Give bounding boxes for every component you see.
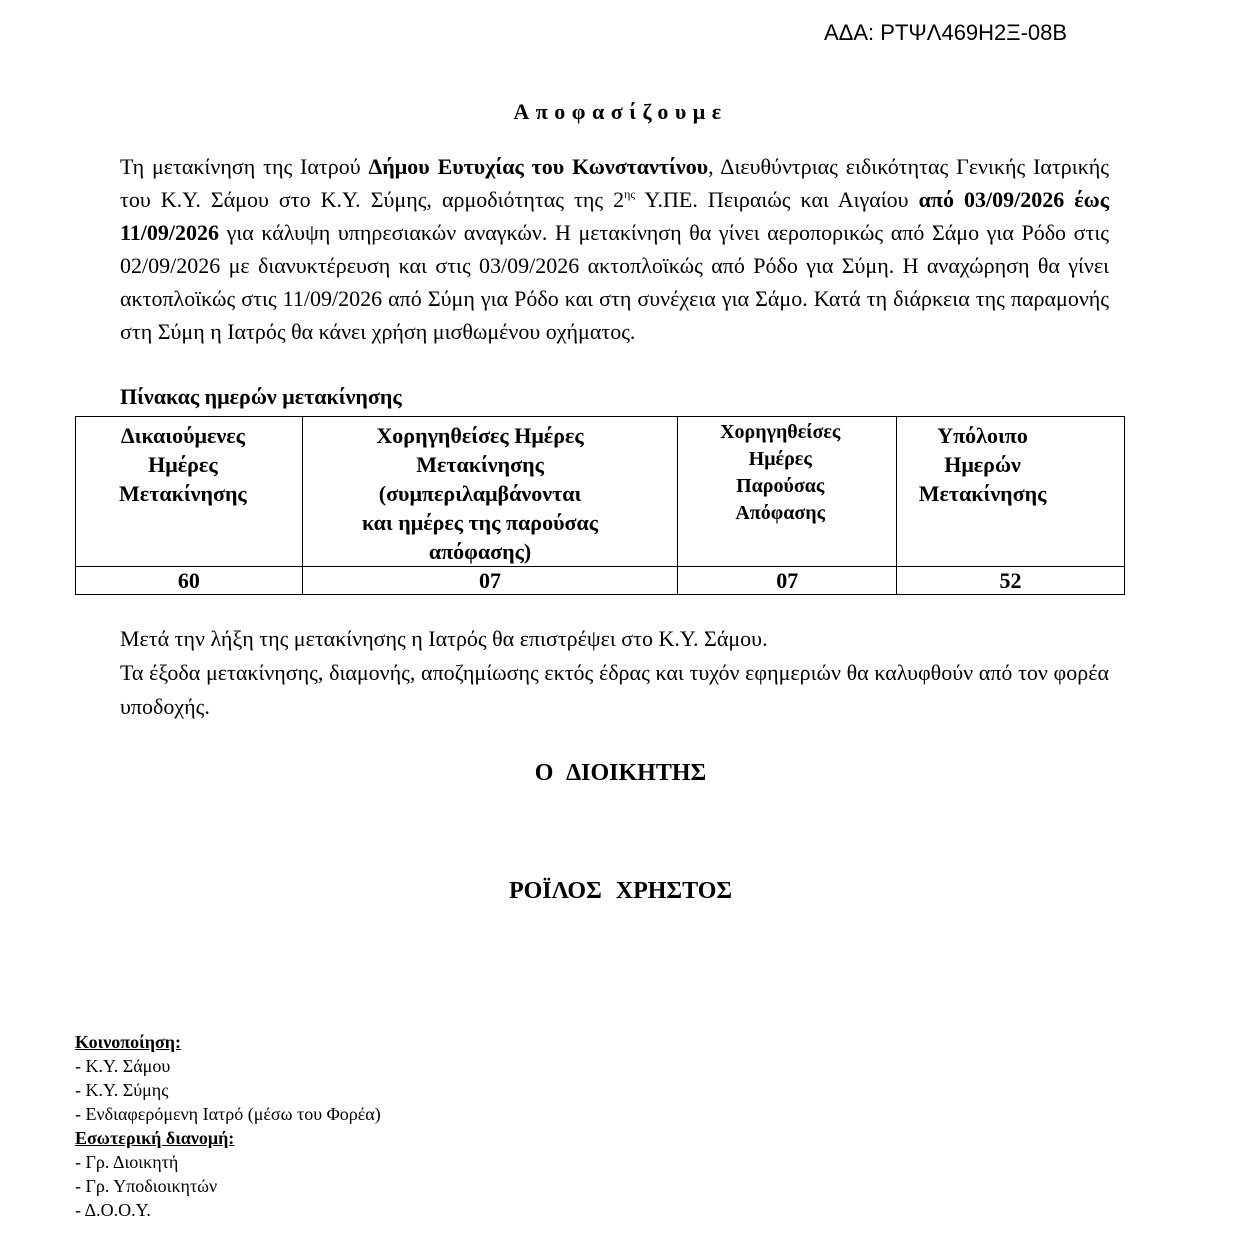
notify-heading: Κοινοποίηση: [75, 1032, 181, 1052]
header-cell-remaining-days [897, 417, 1125, 567]
ordinal-suffix: ης [624, 187, 636, 201]
date-range: από 03/09/2026 έως 11/09/2026 [120, 187, 1109, 245]
header-cell-granted-days [302, 417, 678, 567]
closing-paragraph [120, 622, 1109, 724]
header-line: Ημέρες [748, 448, 812, 470]
paragraph-mid-1: , Διευθύντριας ειδικότητας Γενικής Ιατρικής του Κ.Υ. Σάμου στο Κ.Υ. Σύμης, αρμοδιότητας της 2 [120, 154, 1110, 212]
value-remaining-days: 52 [897, 567, 1125, 595]
list-item: - Κ.Υ. Σάμου [75, 1056, 171, 1076]
header-line: Μετακίνησης [416, 452, 544, 477]
header-line: Μετακίνησης [918, 481, 1047, 506]
decision-heading: Αποφασίζουμε [513, 99, 728, 124]
return-sentence: Μετά την λήξη της μετακίνησης η Ιατρός θα επιστρέψει στο Κ.Υ. Σάμου. [120, 626, 768, 651]
value-current-decision-days: 07 [678, 567, 897, 595]
header-line: Απόφασης [735, 502, 826, 524]
signatory-title: Ο ΔΙΟΙΚΗΤΗΣ [534, 760, 707, 786]
doctor-name: Δήμου Ευτυχίας του Κωνσταντίνου [368, 154, 709, 179]
header-line: Χορηγηθείσες Ημέρες [376, 423, 584, 448]
header-cell-current-decision-days [678, 417, 897, 567]
header-line: Παρούσας [736, 475, 825, 497]
header-line: Μετακίνησης [119, 481, 247, 506]
table-caption: Πίνακας ημερών μετακίνησης [120, 384, 402, 409]
travel-days-table [75, 416, 1125, 595]
decision-paragraph [120, 150, 1109, 348]
header-line: απόφασης) [428, 539, 532, 564]
header-cell-entitled-days [76, 417, 303, 567]
table-row [76, 567, 1125, 595]
header-line: (συμπεριλαμβάνονται [378, 481, 582, 506]
paragraph-intro: Τη μετακίνηση της Ιατρού [120, 154, 369, 179]
internal-heading: Εσωτερική διανομή: [75, 1128, 235, 1148]
distribution-list [75, 1030, 381, 1222]
list-item: - Ενδιαφερόμενη Ιατρό (μέσω του Φορέα) [75, 1104, 381, 1124]
header-line: Ημέρες [148, 452, 218, 477]
header-line: Δικαιούμενες [120, 423, 245, 448]
value-entitled-days: 60 [76, 567, 303, 595]
header-line: Χορηγηθείσες [720, 421, 841, 443]
list-item: - Κ.Υ. Σύμης [75, 1080, 169, 1100]
signatory-name: ΡΟΪΛΟΣ ΧΡΗΣΤΟΣ [508, 878, 733, 904]
header-line: και ημέρες της παρούσας [362, 510, 599, 535]
expenses-sentence: Τα έξοδα μετακίνησης, διαμονής, αποζημίωσης εκτός έδρας και τυχόν εφημεριών θα καλυφθούν από τον φορέα υποδοχής. [120, 660, 1109, 719]
list-item: - Γρ. Διοικητή [75, 1152, 179, 1172]
list-item: - Γρ. Υποδιοικητών [75, 1176, 218, 1196]
paragraph-mid-2: Υ.ΠΕ. Πειραιώς και Αιγαίου [635, 187, 919, 212]
header-line: Υπόλοιπο [937, 423, 1028, 448]
value-granted-days: 07 [302, 567, 678, 595]
list-item: - Δ.Ο.Ο.Υ. [75, 1200, 151, 1220]
paragraph-rest: για κάλυψη υπηρεσιακών αναγκών. Η μετακίνηση θα γίνει αεροπορικώς από Σάμο για Ρόδο στις 02/09/2026 με διανυκτέρευση και στις 03/09/2026 ακτοπλοϊκώς από Ρόδο για Σύμη. Η αναχώρηση θα γίνει ακτοπλοϊκώς στις 11/09/2026 από Σύμη για Ρόδο και στη συνέχεια για Σάμο. Κατά τη διάρκεια της παραμονής στη Σύμη η Ιατρός θα κάνει χρήση μισθωμένου οχήματος. [120, 220, 1109, 344]
ada-code: ΑΔΑ: ΡΤΨΛ469Η2Ξ-08Β [824, 20, 1068, 45]
table-header-row [76, 417, 1125, 567]
header-line: Ημερών [944, 452, 1021, 477]
